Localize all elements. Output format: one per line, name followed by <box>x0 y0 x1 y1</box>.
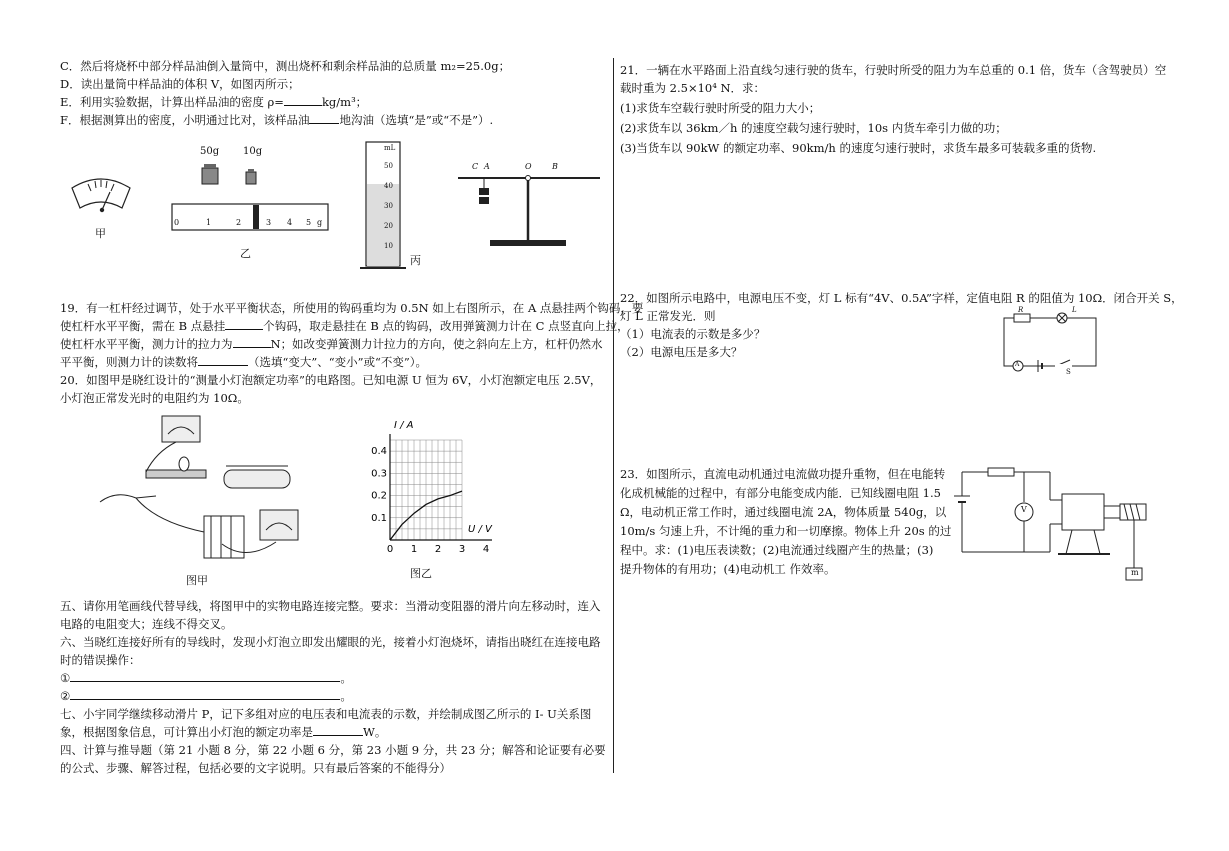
q21-line1: 21．一辆在水平路面上沿直线匀速行驶的货车，行驶时所受的阻力为车总重的 0.1 倍，货车（含驾驶员）空 <box>620 63 1167 77</box>
step-f-prefix: F．根据测算出的密度，小明通过比对，该样品油 <box>60 113 310 127</box>
weight-10g-label: 10g <box>243 146 263 157</box>
scale-tick-label: g <box>317 218 323 227</box>
iu-graph <box>360 420 510 560</box>
q7-l2-prefix: 象，根据图象信息，可计算出小灯泡的额定功率是 <box>60 725 313 739</box>
cylinder-tick: 40 <box>384 182 393 190</box>
cylinder-tick: 50 <box>384 162 393 170</box>
cylinder-unit: mL <box>384 144 396 152</box>
lever-point-b: B <box>552 162 558 171</box>
sec4-line1: 四、计算与推导题（第 21 小题 8 分，第 22 小题 6 分，第 23 小题 9 分，共 23 分；解答和论证要有必要 <box>60 743 606 757</box>
q23-line3: Ω，电动机正常工作时，通过线圈电流 2A，物体质量 540g，以 <box>620 505 947 519</box>
q23-line5: 程中。求：(1)电压表读数；(2)电流通过线圈产生的热量；(3) <box>620 543 934 557</box>
q7-line2 <box>60 724 386 740</box>
q7-l2-suffix: W。 <box>363 725 387 739</box>
rated-power-blank[interactable] <box>313 724 363 736</box>
fig-yi-label: 乙 <box>240 247 251 260</box>
voltmeter-label: V <box>1021 505 1027 514</box>
q19-line1: 19．有一杠杆经过调节，处于水平平衡状态，所使用的钩码重均为 0.5N 如上右图所示，在 A 点悬挂两个钩码，要 <box>60 301 644 315</box>
y-tick-label: 0.2 <box>371 490 387 502</box>
q23-line2: 化成机械能的过程中，有部分电能变成内能．已知线圈电阻 1.5 <box>620 486 941 500</box>
q19-l2-prefix: 使杠杆水平平衡，需在 B 点悬挂 <box>60 319 226 333</box>
x-tick-label: 3 <box>458 544 466 555</box>
y-tick-label: 0.3 <box>371 468 387 480</box>
q22-line4: （2）电源电压是多大？ <box>620 345 743 359</box>
q19-l2-suffix: 个钩码，取走悬挂在 B 点的钩码，改用弹簧测力计在 C 点竖直向上拉， <box>263 319 629 333</box>
column-divider <box>613 58 614 773</box>
q19-l4-prefix: 平平衡，则测力计的读数将 <box>60 355 198 369</box>
q23-line4: 10m/s 匀速上升，不计绳的重力和一切摩擦。物体上升 20s 的过 <box>620 524 952 538</box>
density-blank[interactable] <box>284 94 322 106</box>
lever-point-c: C <box>472 162 479 171</box>
scale-tick-label: 2 <box>236 218 242 227</box>
ammeter-label: A <box>1015 361 1020 368</box>
q19-l4-suffix: （选填“变大”、“变小”或“不变”）。 <box>248 355 428 369</box>
q5-line1: 五、请你用笔画线代替导线，将图甲中的实物电路连接完整。要求：当滑动变阻器的滑片向左移动时，连入 <box>60 599 601 613</box>
reading-change-blank[interactable] <box>198 354 248 366</box>
q6-line2: 时的错误操作： <box>60 653 141 667</box>
q6-answer-2: ② 。 <box>60 689 352 703</box>
error-op-2-blank[interactable] <box>70 688 340 700</box>
fig-bing-label: 丙 <box>410 254 421 267</box>
is-gutter-oil-blank[interactable] <box>309 112 339 124</box>
cylinder-tick: 20 <box>384 222 393 230</box>
q21-line3: (1)求货车空载行驶时所受的阻力大小； <box>620 101 821 115</box>
mass-label: m <box>1131 568 1139 577</box>
q23-figure-labels <box>950 462 1160 584</box>
x-axis-label: U / V <box>468 524 492 535</box>
q21-line4: (2)求货车以 36km／h 的速度空载匀速行驶时，10s 内货车牵引力做的功； <box>620 121 1007 135</box>
q23-line1: 23．如图所示，直流电动机通过电流做功提升重物，但在电能转 <box>620 467 946 481</box>
step-f-text <box>60 112 493 128</box>
q22-line3: （1）电流表的示数是多少？ <box>620 327 766 341</box>
q21-line5: (3)当货车以 90kW 的额定功率、90km/h 的速度匀速行驶时，求货车最多可装载多重的货物. <box>620 141 1097 155</box>
scale-tick-label: 0 <box>174 218 180 227</box>
scale-tick-label: 1 <box>206 218 212 227</box>
lever-point-a: A <box>484 162 490 171</box>
scale-tick-label: 5 <box>306 218 312 227</box>
q19-l3-suffix: N；如改变弹簧测力计拉力的方向，使之斜向左上方，杠杆仍然水 <box>270 337 603 351</box>
lever-point-o: O <box>525 162 532 171</box>
fig-jia-caption: 图甲 <box>186 574 208 587</box>
scale-tick-label: 3 <box>266 218 272 227</box>
step-c-text: C．然后将烧杯中部分样品油倒入量筒中，测出烧杯和剩余样品油的总质量 m₂=25.0g； <box>60 59 511 73</box>
pull-force-blank[interactable] <box>233 336 271 348</box>
x-tick-label: 4 <box>482 544 490 555</box>
q23-line6: 提升物体的有用功；(4)电动机工 作效率。 <box>620 562 836 576</box>
lamp-label: L <box>1072 306 1077 314</box>
q7-line1: 七、小宇同学继续移动滑片 P，记下多组对应的电压表和电流表的示数，并绘制成图乙所示的 I- U关系图 <box>60 707 592 721</box>
q6-answer-1: ① 。 <box>60 671 352 685</box>
cylinder-tick: 30 <box>384 202 393 210</box>
lever-point-labels <box>458 162 608 174</box>
q19-line3 <box>60 336 603 352</box>
cylinder-scale <box>366 142 400 266</box>
q6-item2-marker: ② <box>60 689 71 703</box>
scale-tick-label: 4 <box>287 218 293 227</box>
hook-count-blank[interactable] <box>225 318 263 330</box>
y-tick-label: 0.4 <box>371 446 387 458</box>
q22-line2: 灯 L 正常发光．则 <box>620 309 716 323</box>
step-e-suffix: kg/m³； <box>321 95 368 109</box>
step-f-suffix: 地沟油（选填“是”或“不是”）. <box>339 113 494 127</box>
x-tick-label: 2 <box>434 544 442 555</box>
resistor-label: R <box>1018 306 1024 314</box>
q6-item1-marker: ① <box>60 671 71 685</box>
scale-ruler <box>172 204 328 230</box>
q22-line1: 22．如图所示电路中，电源电压不变，灯 L 标有“4V、0.5A”字样，定值电阻 R 的阻值为 10Ω．闭合开关 S， <box>620 291 1183 305</box>
q22-circuit-labels <box>1000 308 1100 378</box>
q21-line2: 载时重为 2.5×10⁴ N．求： <box>620 81 766 95</box>
left-column <box>60 0 644 851</box>
cylinder-tick: 10 <box>384 242 393 250</box>
right-column <box>620 0 1183 851</box>
step-d-text: D．读出量筒中样品油的体积 V，如图丙所示； <box>60 77 300 91</box>
q20-line2: 小灯泡正常发光时的电阻约为 10Ω。 <box>60 391 249 405</box>
sec4-line2: 的公式、步骤、解答过程，包括必要的文字说明。只有最后答案的不能得分） <box>60 761 451 775</box>
switch-label: S <box>1066 368 1071 376</box>
y-tick-label: 0.1 <box>371 512 387 524</box>
q5-line2: 电路的电阻变大；连线不得交叉。 <box>60 617 233 631</box>
q19-line2 <box>60 318 629 334</box>
circuit-apparatus-figure <box>96 412 346 572</box>
x-tick-label: 0 <box>386 544 394 555</box>
step-e-text <box>60 94 367 110</box>
q20-line1: 20．如图甲是晓红设计的“测量小灯泡额定功率”的电路图。已知电源 U 恒为 6V，小灯泡额定电压 2.5V， <box>60 373 602 387</box>
q19-line4 <box>60 354 427 370</box>
fig-jia-label: 甲 <box>95 227 106 240</box>
y-axis-label: I / A <box>394 420 414 431</box>
q19-l3-prefix: 使杠杆水平平衡，测力计的拉力为 <box>60 337 233 351</box>
x-tick-label: 1 <box>410 544 418 555</box>
fig-yi-caption: 图乙 <box>410 567 432 580</box>
weight-50g-label: 50g <box>200 146 220 157</box>
step-e-prefix: E．利用实验数据，计算出样品油的密度 ρ= <box>60 95 284 109</box>
error-op-1-blank[interactable] <box>70 670 340 682</box>
q6-line1: 六、当晓红连接好所有的导线时，发现小灯泡立即发出耀眼的光，接着小灯泡烧坏，请指出晓红在连接电路 <box>60 635 601 649</box>
